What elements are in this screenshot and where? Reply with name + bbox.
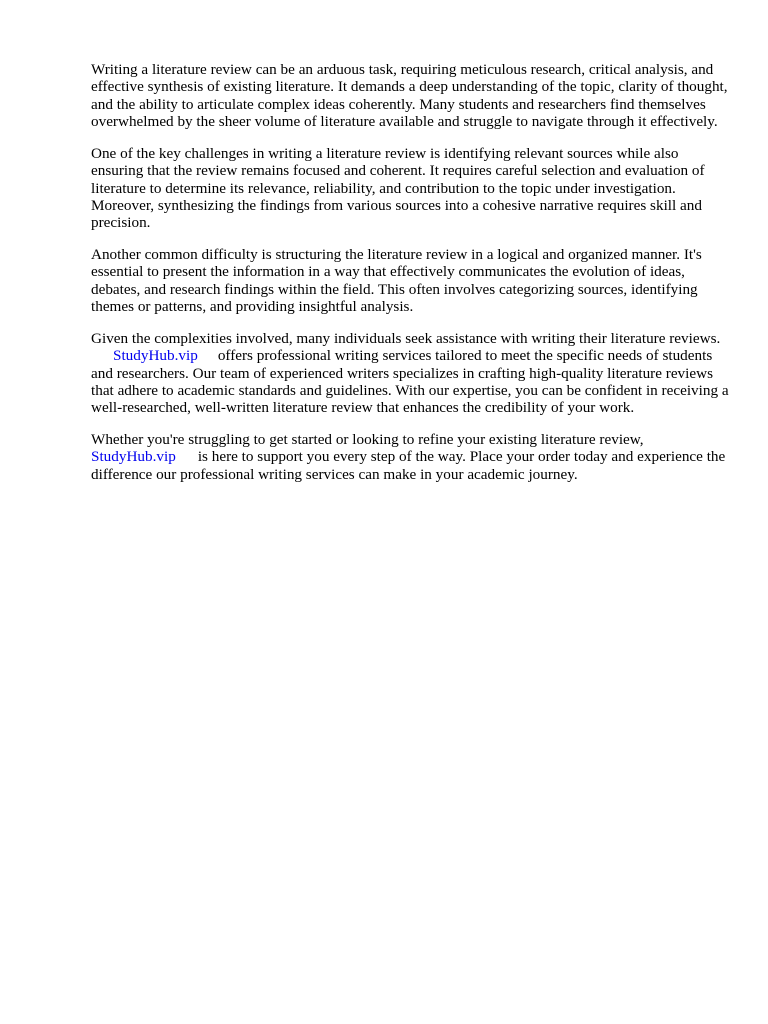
paragraph-3: Another common difficulty is structuring the literature review in a logical and organized manner. It's essential to present the information in a way that effectively communicates the evolution of ideas, debates, and research findings within the field. This often involves categorizing sources, identifying themes or patterns, and providing insightful analysis. [91,246,702,316]
paragraph-4-text-end: offers professional writing services tailored to meet the specific needs of students and researchers. Our team of experienced writers specializes in crafting high-quality literature reviews that adhere to academic standards and guidelines. With our expertise, you can be confident in receiving a well-researched, well-written literature review that enhances the credibility of your work. [91,347,729,417]
paragraph-4 [91,330,731,417]
studyhub-link-2[interactable]: StudyHub.vip [91,448,176,466]
studyhub-link[interactable]: StudyHub.vip [113,347,198,365]
paragraph-5-text-start: Whether you're struggling to get started or looking to refine your existing literature review, [91,431,644,449]
paragraph-2: One of the key challenges in writing a literature review is identifying relevant sources while also ensuring that the review remains focused and coherent. It requires careful selection and evaluation of literature to determine its relevance, reliability, and contribution to the topic under investigation. Moreover, synthesizing the findings from various sources into a cohesive narrative requires skill and precision. [91,144,705,232]
paragraph-4-text-start: Given the complexities involved, many individuals seek assistance with writing their literature reviews. [91,329,721,347]
document-page [91,61,731,497]
paragraph-1: Writing a literature review can be an arduous task, requiring meticulous research, critical analysis, and effective synthesis of existing literature. It demands a deep understanding of the topic, clarity of thought, and the ability to articulate complex ideas coherently. Many students and researchers find themselves overwhelmed by the sheer volume of literature available and struggle to navigate through it effectively. [91,61,728,131]
paragraph-5 [91,431,731,483]
paragraph-5-text-end: is here to support you every step of the way. Place your order today and experience the difference our professional writing services can make in your academic journey. [91,448,726,483]
